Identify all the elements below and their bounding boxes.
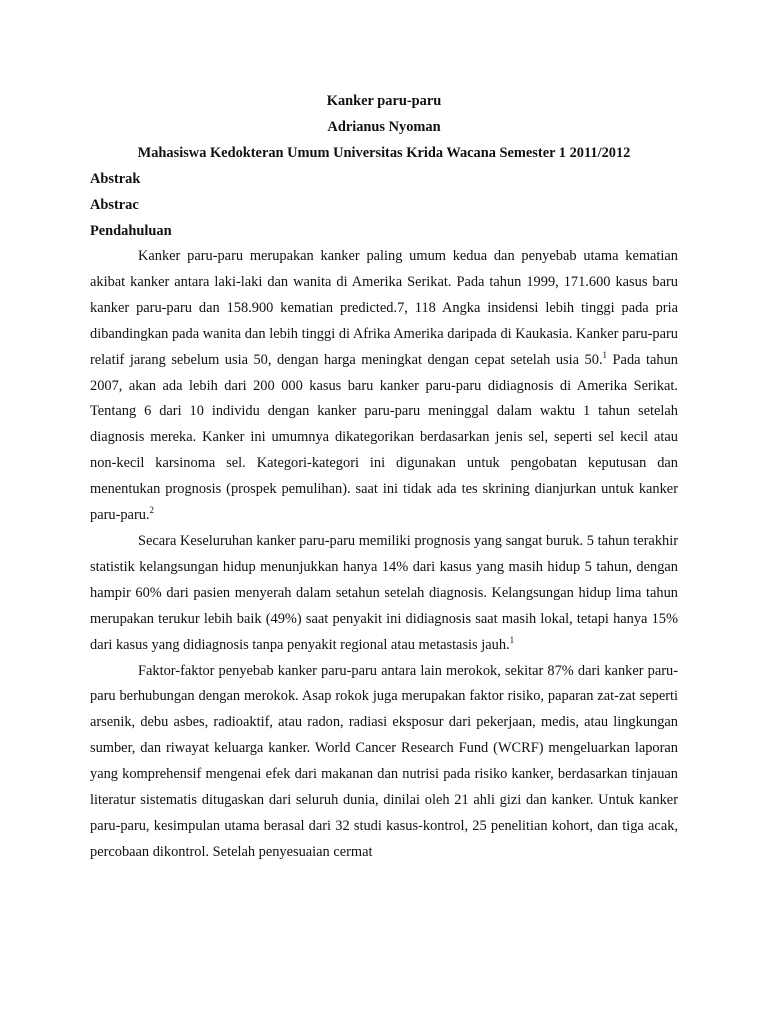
- paragraph-2-text: Secara Keseluruhan kanker paru-paru memiliki prognosis yang sangat buruk. 5 tahun terakhir statistik kelangsungan hidup menunjukkan hanya 14% dari kasus yang masih hidup 5 tahun, dengan hampir 60% dari pasien menyerah dalam setahun setelah diagnosis. Kelangsungan hidup lima tahun merupakan terukur lebih baik (49%) saat penyakit ini didiagnosis saat masih lokal, tetapi hanya 15% dari kasus yang didiagnosis tanpa penyakit regional atau metastasis jauh.: [90, 532, 678, 653]
- paragraph-3: [90, 659, 678, 866]
- document-affiliation: Mahasiswa Kedokteran Umum Universitas Krida Wacana Semester 1 2011/2012: [137, 145, 631, 161]
- heading-abstrak: Abstrak: [90, 171, 141, 187]
- citation-1: 1: [602, 349, 608, 360]
- paragraph-3-text: Faktor-faktor penyebab kanker paru-paru antara lain merokok, sekitar 87% dari kanker paru-paru berhubungan dengan merokok. Asap rokok juga merupakan faktor risiko, paparan zat-zat seperti arsenik, debu asbes, radioaktif, atau radon, radiasi eksposur dari pekerjaan, medis, atau lingkungan sumber, dan riwayat keluarga kanker. World Cancer Research Fund (WCRF) mengeluarkan laporan yang komprehensif mengenai efek dari makanan dan nutrisi pada risiko kanker, berdasarkan tinjauan literatur sistematis ditugaskan dari seluruh dunia, dinilai oleh 21 ahli gizi dan kanker. Untuk kanker paru-paru, kesimpulan utama berasal dari 32 studi kasus-kontrol, 25 penelitian kohort, dan tiga acak, percobaan dikontrol. Setelah penyesuaian cermat: [90, 662, 678, 860]
- heading-abstrac: Abstrac: [90, 197, 139, 213]
- heading-pendahuluan: Pendahuluan: [90, 223, 172, 239]
- paragraph-2: [90, 529, 678, 659]
- citation-2: 2: [149, 505, 155, 516]
- paragraph-1-part-a: Kanker paru-paru merupakan kanker paling umum kedua dan penyebab utama kematian akibat kanker antara laki-laki dan wanita di Amerika Serikat. Pada tahun 1999, 171.600 kasus baru kanker paru-paru dan 158.900 kematian predicted.7, 118 Angka insidensi lebih tinggi pada pria dibandingkan pada wanita dan lebih tinggi di Afrika Amerika daripada di Kaukasia. Kanker paru-paru relatif jarang sebelum usia 50, dengan harga meningkat dengan cepat setelah usia 50.: [90, 248, 678, 368]
- document-author: Adrianus Nyoman: [327, 119, 441, 135]
- paragraph-1: [90, 244, 678, 529]
- paragraph-1-part-b: Pada tahun 2007, akan ada lebih dari 200 000 kasus baru kanker paru-paru didiagnosis di Amerika Serikat. Tentang 6 dari 10 individu dengan kanker paru-paru meninggal dalam waktu 1 tahun setelah diagnosis mereka. Kanker ini umumnya dikategorikan berdasarkan jenis sel, seperti sel kecil atau non-kecil karsinoma sel. Kategori-kategori ini digunakan untuk pengobatan keputusan dan menentukan prognosis (prospek pemulihan). saat ini tidak ada tes skrining dianjurkan untuk kanker paru-paru.: [90, 351, 679, 524]
- citation-3: 1: [509, 634, 515, 645]
- document-title: Kanker paru-paru: [326, 93, 442, 109]
